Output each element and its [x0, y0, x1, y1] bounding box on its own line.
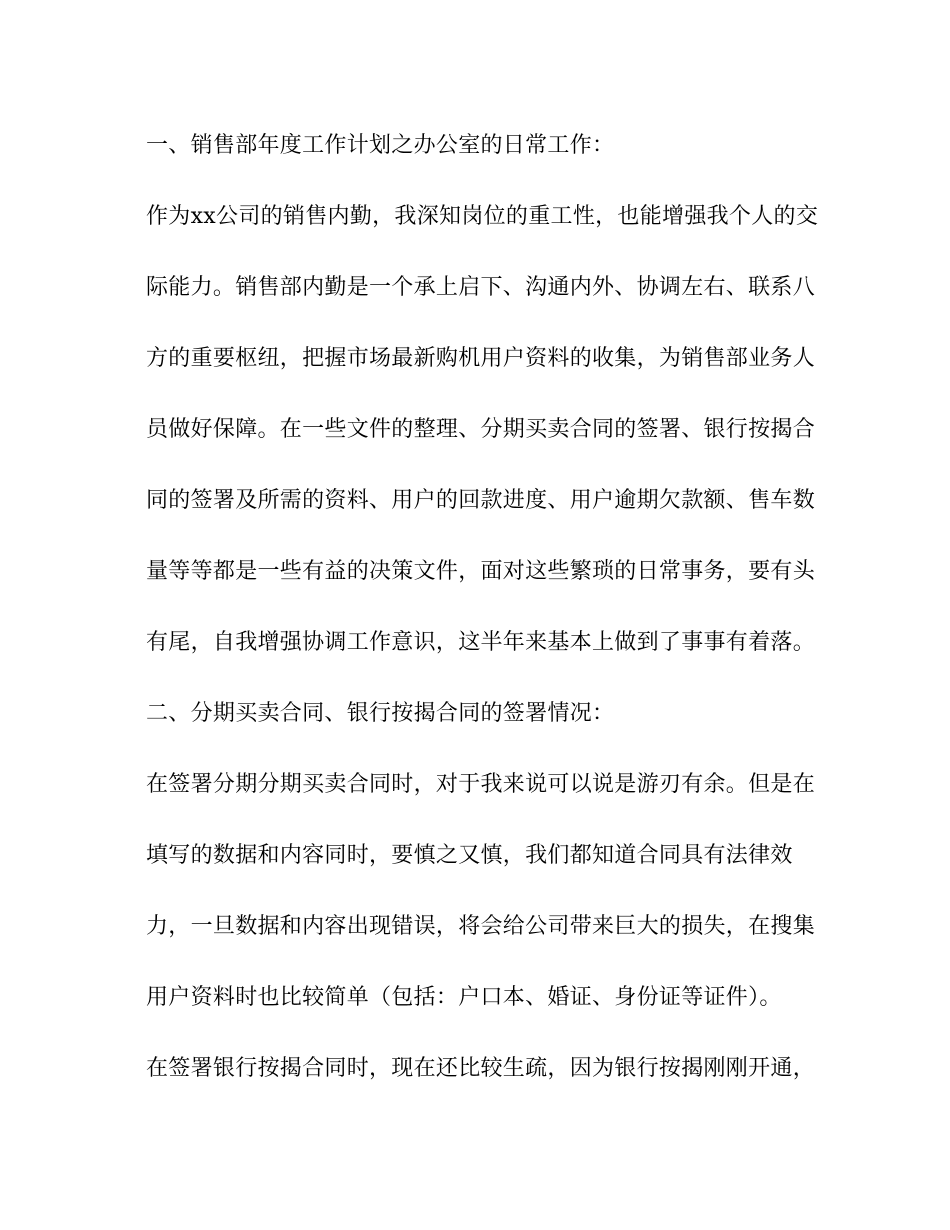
- paragraph-line: 际能力。销售部内勤是一个承上启下、沟通内外、协调左右、联系八: [146, 275, 816, 300]
- paragraph-line: 在签署分期分期买卖合同时，对于我来说可以说是游刃有余。但是在: [146, 772, 816, 797]
- paragraph-line: 方的重要枢纽，把握市场最新购机用户资料的收集，为销售部业务人: [146, 346, 816, 371]
- paragraph-line: 有尾，自我增强协调工作意识，这半年来基本上做到了事事有着落。: [146, 630, 816, 655]
- paragraph-line: 员做好保障。在一些文件的整理、分期买卖合同的签署、银行按揭合: [146, 417, 816, 442]
- paragraph-line: 填写的数据和内容同时，要慎之又慎，我们都知道合同具有法律效: [146, 843, 793, 868]
- paragraph-line: 量等等都是一些有益的决策文件，面对这些繁琐的日常事务，要有头: [146, 559, 816, 584]
- paragraph-line: 在签署银行按揭合同时，现在还比较生疏，因为银行按揭刚刚开通，: [146, 1056, 816, 1081]
- paragraph-line: 用户资料时也比较简单（包括：户口本、婚证、身份证等证件）。: [146, 985, 782, 1010]
- section-heading-2: 二、分期买卖合同、银行按揭合同的签署情况：: [146, 701, 615, 726]
- paragraph-line: 力，一旦数据和内容出现错误，将会给公司带来巨大的损失，在搜集: [146, 914, 816, 939]
- section-heading-1: 一、销售部年度工作计划之办公室的日常工作：: [146, 133, 615, 158]
- paragraph-line: 作为xx公司的销售内勤，我深知岗位的重工性，也能增强我个人的交: [146, 204, 819, 229]
- paragraph-line: 同的签署及所需的资料、用户的回款进度、用户逾期欠款额、售车数: [146, 488, 816, 513]
